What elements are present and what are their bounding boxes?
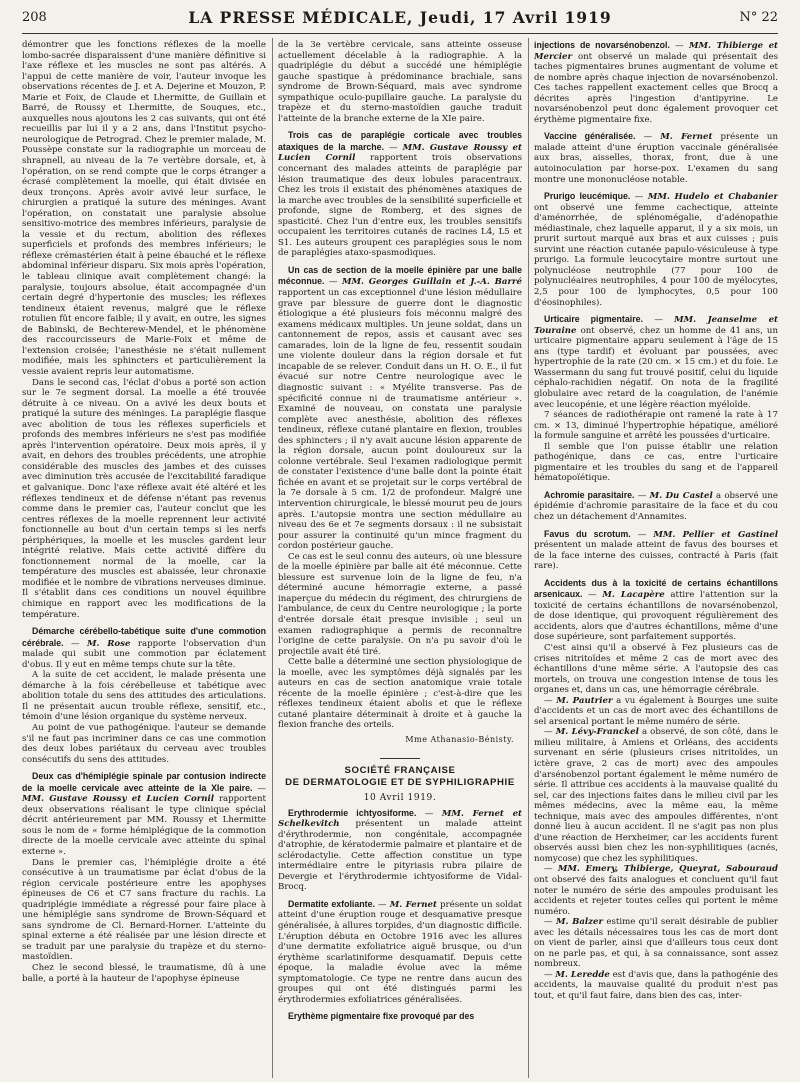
author-names: MM. Georges Guillain et J.-A. Barré xyxy=(342,277,522,288)
author-names: M. Balzer xyxy=(555,917,604,928)
page-header xyxy=(22,8,778,32)
column-divider-2 xyxy=(528,38,529,1078)
article-heading: Accidents dus à la toxicité de certains échantillons arsenicaux. xyxy=(534,577,778,600)
paragraph: Cette balle a déterminé une section physiologique de la moelle, avec les symptômes déjà signalés par les auteurs en cas de section anatomique vraie totale récente de la moelle épinière ; c'est-à-dire que les réflexes tendineux étaient abolis et que le réflexe cutané plantaire déterminait à droite et à gauche la flexion franche des orteils. xyxy=(278,657,522,731)
paragraph: Il semble que l'on puisse établir une relation pathogénique, dans ce cas, entre l'urticaire pigmentaire et les troubles du sang et de l'appareil hématopoïétique. xyxy=(534,441,778,484)
author-names: MM. Gustave Roussy et Lucien Cornil xyxy=(22,794,215,805)
journal-title: LA PRESSE MÉDICALE, Jeudi, 17 Avril 1919 xyxy=(188,8,612,27)
article-entry: Démarche cérébello-tabétique suite d'une commotion cérébrale. — M. Rose rapporte l'observation d'un malade qui subit une commotion par éclatement d'obus. Il y eut en même temps chute sur la tête. xyxy=(22,626,266,670)
column-1 xyxy=(22,40,266,1076)
author-names: M. Lévy-Franckel xyxy=(555,727,639,738)
article-entry xyxy=(278,1011,522,1023)
author-names: MM. Fernet et Schelkevitch xyxy=(278,808,522,830)
article-heading: Trois cas de paraplégie corticale avec troubles ataxiques de la marche. xyxy=(278,130,522,152)
article-entry: Trois cas de paraplégie corticale avec troubles ataxiques de la marche. — MM. Gustave Roussy et Lucien Cornil rapportent trois observations concernant des malades atteints de paraplégie par lésion traumatique des deux lobules paracentraux. Chez les trois il existait des phénomènes ataxiques de la marche avec troubles de la sensibilité superficielle et profonde, signe de Romberg, et des signes de spasticité. Chez l'un d'entre eux, les troubles sensitifs occupaient les territoires cutanés de racines L4, L5 et S1. Les auteurs groupent ces paraplégies sous le nom de paraplégies ataxo-spasmodiques. xyxy=(278,130,522,259)
article-heading: Urticaire pigmentaire. xyxy=(544,314,643,325)
paragraph: C'est ainsi qu'il a observé à Fez plusieurs cas de crises nitritoïdes et même 2 cas de mort avec des échantillons d'une même série. A l'autopsie des cas mortels, on trouva une congestion intense de tous les organes et, dans un cas, une hémorragie cérébrale. xyxy=(534,642,778,696)
author-names: M. Leredde xyxy=(555,969,610,980)
author-names: M. Du Castel xyxy=(649,490,713,501)
author-names: MM. Hudelo et Chabanier xyxy=(647,192,778,203)
article-heading: Favus du scrotum. xyxy=(544,528,631,539)
article-heading: Achromie parasitaire. xyxy=(544,489,635,500)
article-entry: injections de novarsénobenzol. — MM. Thibierge et Mercier ont observé un malade qui présentait des taches pigmentaires brunes augmentant de volume et de nombre après chaque injection de novarsénobenzol. Ces taches rappellent exactement celles que Brocq a décrites après l'ingestion d'antipyrine. Le novarsénobenzol peut donc également provoquer cet érythème pigmentaire fixe. xyxy=(534,40,778,125)
paragraph: 7 séances de radiothérapie ont ramené la rate à 17 cm. × 13, diminué l'hypertrophie hépatique, amélioré la formule sanguine et arrêté les poussées d'urticaire. xyxy=(534,410,778,442)
article-heading: Vaccine généralisée. xyxy=(544,131,636,142)
discussion-entry: — M. Pautrier a vu également à Bourges une suite d'accidents et un cas de mort avec des échantillons de sel arsenical portant le même numéro de série. xyxy=(534,695,778,727)
paragraph: A la suite de cet accident, le malade présenta une démarche à la fois cérébelleuse et tabétique avec abolition totale du sens des attitudes des articulations. Il ne présentait aucun trouble réflexe, sensitif, etc., témoin d'une lésion organique du système nerveux. xyxy=(22,670,266,723)
author-names: M. Pautrier xyxy=(556,695,613,706)
section-rule xyxy=(380,758,420,759)
author-names: M. Fernet xyxy=(660,132,713,143)
paragraph: Chez le second blessé, le traumatisme, dû à une balle, a porté à la hauteur de l'apophyse épineuse xyxy=(22,963,266,984)
article-entry: Favus du scrotum. — MM. Pellier et Gastinel présentent un malade atteint de favus des bourses et de la face interne des cuisses, contracté à Paris (fait rare). xyxy=(534,528,778,572)
column-2 xyxy=(278,40,522,1076)
article-heading: Erythème pigmentaire fixe provoqué par des xyxy=(288,1011,475,1022)
article-heading: Dermatite exfoliante. xyxy=(288,898,375,909)
header-rule xyxy=(22,33,778,34)
column-divider-1 xyxy=(272,38,273,1078)
article-heading: Erythrodermie ichtyosiforme. xyxy=(288,807,417,818)
author-names: MM. Jeanselme et Touraine xyxy=(534,315,778,336)
paragraph: démontrer que les fonctions réflexes de la moelle lombo-sacrée disparaissent d'une manière définitive si l'axe réflexe et les muscles ne sont pas altérés. A l'appui de cette manière de voir, l'auteur invoque les observations récentes de J. et A. Dejerine et Mouzon, P. Marie et Foix, de Claude et Lhermitte, de Guillain et Barré, de Roussy et Lhermitte, de Souques, etc., auxquelles nous ajoutons les 2 cas suivants, qui ont été recueillis par lui il y a 2 ans, dans l'Institut psycho-neurologique de Petrograd. Chez le premier malade, M. Poussèpe constate sur la radiographie un morceau de shrapnell, au niveau de la 7e vertèbre dorsale, et, à l'opération, on se rend compte que le corps étranger a écrasé complètement la moelle, qui était divisée en deux tronçons. Après avoir avivé leur surface, le chirurgien a pratiqué la suture des méninges. Avant l'opération, on constatait une paralysie absolue sensitivo-motrice des membres inférieurs, paralysie de la vessie et du rectum, abolition des réflexes superficiels et profonds des membres inférieurs; le réflexe crémastérien était à peine ébauché et le réflexe abdominal inférieur disparu. Six mois après l'opération, le tableau clinique avait complètement changé: la paralysie, toujours absolue, était accompagnée d'un certain degré d'hypertonie des muscles; les réflexes tendineux étaient revenus, malgré que le réflexe rotulien fût encore faible; il y avait, en outre, les signes de Babinski, de Bechterew-Mendel, et le phénomène des raccourcisseurs de Marie-Foix et même de l'extension croisée; l'anesthésie ne s'était nullement modifiée, mais les sphincters et particulièrement la vessie avaient repris leur automatisme. xyxy=(22,40,266,377)
author-names: M. Fernet xyxy=(389,899,437,910)
discussion-entry: — MM. Emery, Thibierge, Queyrat, Sabouraud ont observé des faits analogues et concluent qu'il faut noter le numéro de série des ampoules produisant les accidents et rejeter toutes celles qui portent le même numéro. xyxy=(534,864,778,917)
article-heading: Deux cas d'hémiplégie spinale par contusion indirecte de la moelle cervicale avec atteinte de la XIe paire. xyxy=(22,771,266,793)
signature: Mme Athanasio-Bénisty. xyxy=(405,735,514,744)
paragraph: Au point de vue pathogénique. l'auteur se demande s'il ne faut pas incriminer dans ce cas une commotion des deux lobes pariétaux du cerveau avec troubles consécutifs du sens des attitudes. xyxy=(22,723,266,765)
author-names: MM. Emery, Thibierge, Queyrat, Sabouraud xyxy=(557,864,778,875)
society-section-header xyxy=(278,758,522,804)
column-3 xyxy=(534,40,778,1076)
article-entry: Un cas de section de la moelle épinière par une balle méconnue. — MM. Georges Guillain et J.-A. Barré rapportent un cas exceptionnel d'une lésion médullaire grave par blessure de guerre dont le diagnostic étiologique a été plusieurs fois méconnu malgré des examens médicaux multiples. Un jeune soldat, dans un cantonnement de repos, assis et causant avec ses camarades, loin de la ligne de feu, ressentit soudain une violente douleur dans la région dorsale et fut incapable de se relever. Conduit dans un H. O. E., il fut évacué sur notre Centre neurologique avec le diagnostic suivant : « Myélite transverse. Pas de spécificité connue ni de traumatisme antérieur ». Examiné de nouveau, on constata une paralysie complète avec anesthésie, abolition des réflexes tendineux, réflexe cutané plantaire en flexion, troubles des sphincters ; il n'y avait aucune lésion apparente de la région dorsale, aucun point douloureux sur la colonne vertébrale. Seul l'examen radiologique permit de constater l'existence d'une balle dont la pointe était fichée en avant et se projetait sur le corps vertébral de la 7e dorsale à 5 cm. 1/2 de profondeur. Malgré une intervention chirurgicale, le blessé mourut peu de jours après. L'autopsie montra une section médullaire au niveau des 6e et 7e segments dorsaux : il ne subsistait pour assurer la continuité qu'un mince fragment du cordon postérieur gauche. xyxy=(278,264,522,552)
article-heading: injections de novarsénobenzol. xyxy=(534,40,670,50)
article-heading: Démarche cérébello-tabétique suite d'une commotion cérébrale. xyxy=(22,626,266,648)
article-entry: Erythrodermie ichtyosiforme. — MM. Fernet et Schelkevitch présentent un malade atteint d'érythrodermie, non congénitale, accompagnée d'atrophie, de kératodermie palmaire et plantaire et de sclérodactylie. Cette affection constitue un type intermédiaire entre le pityriasis rubra pilaire de Devergie et l'érythrodermie ichtyosiforme de Vidal-Brocq. xyxy=(278,807,522,893)
article-entry: Prurigo leucémique. — MM. Hudelo et Chabanier ont observé une femme cachectique, atteinte d'aménorrhée, de splénomégalie, d'adénopathie médiastinale, chez laquelle apparut, il y a six mois, un prurit surtout marqué aux bras et aux cuisses ; puis survint une réaction cutanée papulo-vésiculeuse à type prurigo. La formule leucocytaire montre surtout une polynucléose neutrophile (77 pour 100 de polynucléaires neutrophiles, 4 pour 100 de myélocytes, 2,5 pour 100 de lymphocytes, 0,5 pour 100 d'éosinophiles). xyxy=(534,191,778,308)
article-entry: Vaccine généralisée. — M. Fernet présente un malade atteint d'une éruption vaccinale généralisée aux bras, aisselles, thorax, front, due à une autoinoculation par horse-pox. L'examen du sang montre une mononucléose notable. xyxy=(534,131,778,185)
article-entry: Dermatite exfoliante. — M. Fernet présente un soldat atteint d'une éruption rouge et desquamative presque généralisée, à allures torpides, d'un diagnostic difficile. L'éruption débuta en Octobre 1916 avec les allures d'une dermatite exfoliatrice aiguë brusque, ou d'un érythème scarlatiniforme desquamatif. Depuis cette époque, la maladie évolue avec la même symptomatologie. Ce type ne rentre dans aucun des groupes qui ont été distingués parmi les érythrodermies exfoliatrices généralisées. xyxy=(278,898,522,1005)
discussion-entry: — M. Leredde est d'avis que, dans la pathogénie des accidents, la mauvaise qualité du produit n'est pas tout, et qu'il faut faire, dans bien des cas, inter- xyxy=(534,969,778,1002)
article-entry: Deux cas d'hémiplégie spinale par contusion indirecte de la moelle cervicale avec atteinte de la XIe paire. — MM. Gustave Roussy et Lucien Cornil rapportent deux observations réalisant le type clinique spécial décrit antérieurement par MM. Roussy et Lhermitte sous le nom de « forme hémiplégique de la commotion directe de la moelle cervicale avec atteinte du spinal externe ». xyxy=(22,771,266,858)
author-names: MM. Pellier et Gastinel xyxy=(653,529,778,540)
section-title-line-1: SOCIÉTÉ FRANÇAISE xyxy=(344,764,456,776)
section-date: 10 Avril 1919. xyxy=(363,792,437,803)
issue-number: N° 22 xyxy=(739,10,778,25)
paragraph: Dans le second cas, l'éclat d'obus a porté son action sur le 7e segment dorsal. La moelle a été trouvée détruite à ce niveau. On a avivé les deux bouts et pratiqué la suture des méninges. La paraplégie flasque avec abolition de tous les réflexes superficiels et profonds des membres inférieurs ne s'est pas modifiée après l'intervention opératoire. Deux mois après, il y avait, en dehors des troubles précédents, une atrophie considérable des muscles des jambes et des cuisses avec diminution très accusée de l'excitabilité faradique et galvanique. Donc l'axe réflexe avait été altéré et les réflexes tendineux et de défense n'étant pas revenus comme dans le premier cas, l'auteur conclut que les centres réflexes de la moelle reprennent leur activité fonctionnelle au bout d'un certain temps si les nerfs périphériques, la moelle et les muscles gardent leur intégrité relative. Mais cette activité diffère du fonctionnement normal de la moelle, car la température des muscles est abaissée, leur chronaxie modifiée et le nombre de vibrations nerveuses diminue. Il s'établit dans ces conditions un nouvel équilibre chimique en rapport avec les modifications de la température. xyxy=(22,377,266,620)
page-number: 208 xyxy=(22,10,47,25)
article-heading: Un cas de section de la moelle épinière par une balle méconnue. xyxy=(278,264,522,287)
article-entry: Accidents dus à la toxicité de certains échantillons arsenicaux. — M. Lacapère attire l'attention sur la toxicité de certains échantillons de novarsénobenzol, de dose identique, qui provoquent régulièrement des accidents, alors que d'autres échantillons, même d'une dose supérieure, sont parfaitement supportés. xyxy=(534,577,778,643)
author-names: MM. Gustave Roussy et Lucien Cornil xyxy=(278,142,522,164)
discussion-entry: — M. Balzer estime qu'il serait désirable de publier avec les détails nécessaires tous les cas de mort dont on vient de parler, ainsi que d'ailleurs tous ceux dont on ne parle pas, et qui, à sa connaissance, sont assez nombreux. xyxy=(534,917,778,970)
article-entry: Achromie parasitaire. — M. Du Castel a observé une épidémie d'achromie parasitaire de la face et du cou chez un détachement d'Annamites. xyxy=(534,489,778,522)
paragraph: Dans le premier cas, l'hémiplégie droite a été consécutive à un traumatisme par éclat d'obus de la région cervicale postérieure entre les apophyses épineuses de C6 et C7 sans fracture du rachis. La quadriplégie immédiate a régressé pour faire place à une hémiplégie sans syndrome de Brown-Séquard et sans syndrome de Cl. Bernard-Horner. L'atteinte du spinal externe a été réalisée par une lésion directe et se traduit par une paralysie du trapèze et du sterno-mastoïdien. xyxy=(22,857,266,963)
article-entry: Urticaire pigmentaire. — MM. Jeanselme et Touraine ont observé, chez un homme de 41 ans, un urticaire pigmentaire apparu seulement à l'âge de 15 ans (type tardif) et évoluant par poussées, avec hypertrophie de la rate (20 cm. × 15 cm.) et du foie. Le Wassermann du sang fut trouvé positif, celui du liquide céphalo-rachidien négatif. On nota de la fragilité globulaire avec retard de la coagulation, de l'anémie avec leucopénie, et une légère réaction myéloïde. xyxy=(534,314,778,410)
article-heading: Prurigo leucémique. xyxy=(544,191,631,202)
author-names: M. Rose xyxy=(87,638,131,649)
discussion-entry: — M. Lévy-Franckel a observé, de son côté, dans le milieu militaire, à Amiens et Orléans, des accidents survenant en série (plusieurs crises nitritoïdes, un ictère grave, 2 cas de mort) avec des ampoules d'arsénobenzol portant également le même numéro de série. Il attribue ces accidents à la mauvaise qualité du sel, car des injections faites dans le milieu civil par les mêmes médecins, avec la même eau, la même technique, mais avec des ampoules différentes, n'ont donné lieu à aucun accident. Il ne s'agit pas non plus d'une réaction de Herxheimer, car les accidents furent observés aussi bien chez les non-syphilitiques (acnés, nomycose) que chez les syphilitiques. xyxy=(534,727,778,864)
paragraph: de la 3e vertèbre cervicale, sans atteinte osseuse actuellement décelable à la radiographie. A la quadriplégie du début a succédé une hémiplégie gauche spastique à prédominance brachiale, sans syndrome de Brown-Séquard, mais avec syndrome sympathique oculo-pupillaire gauche. La paralysie du trapèze et du sterno-mastoïdien gauche traduit l'atteinte de la branche externe de la XIe paire. xyxy=(278,40,522,124)
paragraph: Ce cas est le seul connu des auteurs, où une blessure de la moelle épinière par balle ait été méconnue. Cette blessure est survenue loin de la ligne de feu, n'a déterminé aucune hémorragie externe, a passé inaperçue du médecin du régiment, des chirurgiens de l'ambulance, de ceux du Centre neurologique ; la porte d'entrée dorsale était presque invisible ; seul un examen radiographique a permis de reconnaître l'origine de cette paralysie. On n'a pu savoir d'où le projectile avait été tiré. xyxy=(278,551,522,657)
author-names: MM. Thibierge et Mercier xyxy=(534,41,778,62)
section-title-line-2: DE DERMATOLOGIE ET DE SYPHILIGRAPHIE xyxy=(285,776,515,788)
author-names: M. Lacapère xyxy=(602,590,665,601)
